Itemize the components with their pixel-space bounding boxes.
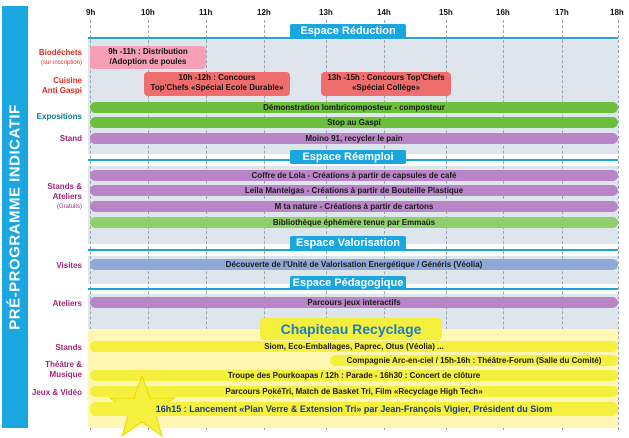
hour-label: 12h: [257, 8, 271, 17]
sidebar-title: PRÉ-PROGRAMME INDICATIF: [6, 104, 24, 330]
event-stop-gaspi: Stop au Gaspi: [90, 117, 618, 128]
event-coffre-lola: Coffre de Lola - Créations à partir de capsules de café: [90, 170, 618, 181]
row-label-cuisine: Cuisine Anti Gaspi: [41, 76, 82, 95]
hour-label: 13h: [319, 8, 333, 17]
event-compagnie-arc-en-ciel: Compagnie Arc-en-ciel / 15h-16h : Théâtre-Forum (Salle du Comité): [330, 355, 618, 366]
event-moino: Moino 91, recycler le pain: [90, 133, 618, 144]
event-leila-manteigas: Leila Manteigas - Créations à partir de Bouteille Plastique: [90, 185, 618, 196]
section-title-chapiteau: Chapiteau Recyclage: [260, 318, 442, 340]
event-m-ta-nature: M ta nature - Créations à partir de cartons: [90, 201, 618, 212]
section-title-reduction: Espace Réduction: [290, 24, 406, 38]
row-label-ateliers: Ateliers: [52, 299, 82, 308]
event-troupe-pourkoapas: Troupe des Pourkoapas / 12h : Parade - 16h30 : Concert de clôture: [90, 370, 618, 381]
hour-label: 15h: [439, 8, 453, 17]
row-label-biodechets: Biodéchets (sur inscription): [38, 48, 82, 66]
event-decouverte-uve: Découverte de l'Unité de Valorisation Energétique / Généris (Véolia): [90, 259, 618, 270]
section-title-pedagogique: Espace Pédagogique: [290, 276, 406, 290]
event-siom-partners: Siom, Eco-Emballages, Paprec, Otus (Véolia) ...: [90, 341, 618, 352]
row-label-expositions: Expositions: [36, 112, 82, 121]
row-label-visites: Visites: [56, 261, 82, 270]
section-title-valorisation: Espace Valorisation: [290, 236, 406, 250]
hour-label: 16h: [496, 8, 510, 17]
hour-label: 17h: [555, 8, 569, 17]
row-label-jeux-video: Jeux & Vidéo: [31, 388, 82, 397]
row-label-stand: Stand: [59, 134, 82, 143]
hour-label: 14h: [377, 8, 391, 17]
event-parcours-jeux: Parcours jeux interactifs: [90, 297, 618, 308]
row-label-theatre: Théâtre & Musique: [45, 360, 82, 379]
event-demonstration: Démonstration lombricomposteur - composteur: [90, 102, 618, 113]
hour-label: 18h: [610, 8, 624, 17]
event-concours-college: 13h -15h : Concours Top'Chefs «Spécial Collège»: [321, 72, 451, 96]
hour-label: 10h: [141, 8, 155, 17]
event-bibliotheque: Bibliothèque éphémère tenue par Emmaüs: [90, 217, 618, 228]
row-label-stands-ateliers: Stands & Ateliers (Gratuits): [47, 182, 82, 210]
hour-gridline: [618, 20, 619, 430]
event-lancement-plan-verre: 16h15 : Lancement «Plan Verre & Extension Tri» par Jean-François Vigier, Président du Siom: [90, 402, 618, 416]
row-label-stands: Stands: [55, 343, 82, 352]
event-parcours-poketri: Parcours PokéTri, Match de Basket Tri, Film «Recyclage High Tech»: [90, 386, 618, 397]
hour-label: 11h: [199, 8, 213, 17]
event-distribution-poules: 9h -11h : Distribution /Adoption de poules: [90, 46, 206, 69]
event-concours-ecole: 10h -12h : Concours Top'Chefs «Spécial Ecole Durable»: [144, 72, 290, 96]
section-title-reemploi: Espace Réemploi: [290, 150, 406, 164]
hour-label: 9h: [86, 8, 96, 17]
